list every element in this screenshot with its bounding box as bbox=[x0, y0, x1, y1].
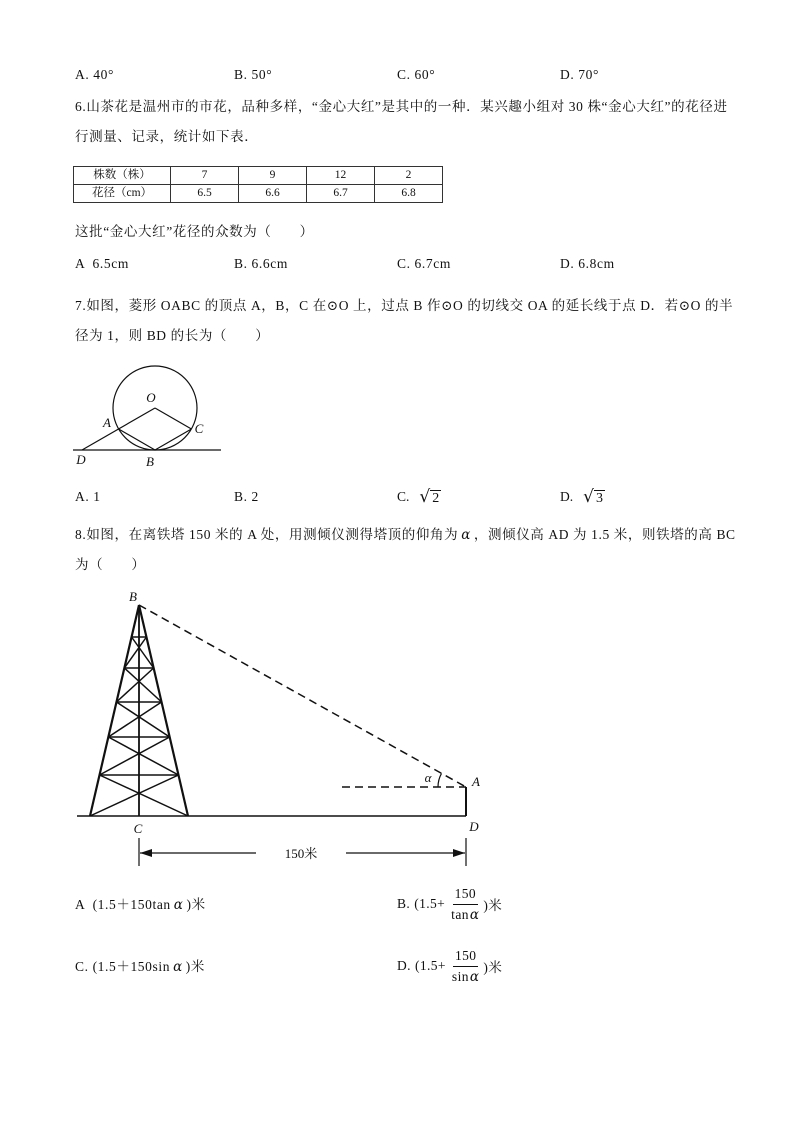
arrowhead-left-icon bbox=[140, 849, 152, 857]
q8-option-a bbox=[75, 896, 206, 914]
label-d: D bbox=[469, 819, 479, 834]
alpha-symbol: α bbox=[469, 968, 480, 985]
option-label: D. bbox=[560, 489, 574, 504]
option-label: C. bbox=[75, 959, 89, 974]
q6-option-a: A 6.5cm bbox=[75, 256, 129, 271]
alpha-symbol: α bbox=[461, 527, 471, 543]
table-cell: 12 bbox=[307, 167, 375, 185]
radicand: 2 bbox=[432, 490, 440, 506]
tower-brace bbox=[108, 737, 178, 775]
option-label: A bbox=[75, 897, 85, 912]
q8-option-b bbox=[397, 881, 502, 927]
q6-stem-line-1: 6.山茶花是温州市的市花，品种多样，“金心大红”是其中的一种．某兴趣小组对 30 株“金心大红”的花径进 bbox=[75, 99, 728, 114]
numerator: 150 bbox=[453, 946, 478, 967]
q6-option-d: D. 6.8cm bbox=[560, 256, 615, 271]
tower-brace bbox=[100, 775, 188, 816]
q8-option-d bbox=[397, 943, 502, 989]
label-c: C bbox=[133, 821, 143, 836]
option-text: )米 bbox=[186, 897, 206, 912]
option-text: (1.5+ bbox=[414, 896, 446, 911]
option-text: (1.5＋150tan bbox=[92, 897, 171, 912]
denominator bbox=[449, 905, 481, 925]
distance-label: 150米 bbox=[284, 846, 318, 861]
q8-option-c bbox=[75, 958, 205, 976]
q6-stem-line-2: 行测量、记录，统计如下表． bbox=[75, 129, 259, 144]
table-row-header: 株数（株） bbox=[74, 167, 171, 185]
q5-option-b: B. 50° bbox=[234, 67, 273, 82]
q6-option-b: B. 6.6cm bbox=[234, 256, 288, 271]
tower-brace bbox=[100, 737, 170, 775]
table-cell: 9 bbox=[239, 167, 307, 185]
q8-stem-line-2: 为（ ） bbox=[75, 557, 146, 572]
q7-option-d bbox=[560, 485, 605, 509]
side-oc bbox=[155, 408, 191, 429]
side-ab bbox=[119, 429, 155, 450]
q8-stem-line-1 bbox=[75, 526, 736, 544]
tower-brace bbox=[116, 668, 153, 702]
q6-data-table bbox=[73, 166, 443, 203]
q8-tower-figure bbox=[60, 585, 500, 875]
arrowhead-right-icon bbox=[453, 849, 465, 857]
fraction bbox=[450, 946, 482, 987]
label-b: B bbox=[129, 589, 137, 604]
tower-brace bbox=[90, 775, 178, 816]
table-row bbox=[74, 167, 443, 185]
stem-text: 8.如图，在离铁塔 150 米的 A 处，用测倾仪测得塔顶的仰角为 bbox=[75, 527, 459, 542]
option-text: )米 bbox=[185, 959, 205, 974]
table-cell: 6.6 bbox=[239, 185, 307, 203]
tower bbox=[90, 605, 188, 816]
alpha-symbol: α bbox=[173, 959, 183, 975]
angle-alpha-label: α bbox=[424, 770, 432, 785]
q5-option-c: C. 60° bbox=[397, 67, 436, 82]
tower-brace bbox=[124, 668, 161, 702]
option-text: )米 bbox=[483, 960, 503, 975]
q7-stem-line-1: 7.如图，菱形 OABC 的顶点 A，B，C 在⊙O 上，过点 B 作⊙O 的切线交 OA 的延长线于点 D．若⊙O 的半 bbox=[75, 298, 734, 313]
radicand: 3 bbox=[595, 490, 603, 506]
table-row bbox=[74, 185, 443, 203]
option-label: B. bbox=[397, 896, 411, 911]
angle-arc bbox=[438, 773, 442, 787]
denominator bbox=[450, 967, 482, 987]
fraction bbox=[449, 884, 481, 925]
label-a: A bbox=[472, 774, 480, 789]
option-label: D. bbox=[397, 958, 411, 973]
label-a: A bbox=[103, 415, 111, 430]
option-text: (1.5＋150sin bbox=[92, 959, 171, 974]
q6-option-c: C. 6.7cm bbox=[397, 256, 451, 271]
label-d: D bbox=[76, 452, 86, 467]
alpha-symbol: α bbox=[469, 906, 480, 923]
stem-text: ，测倾仪高 AD 为 1.5 米，则铁塔的高 BC bbox=[473, 527, 736, 542]
q5-option-d: D. 70° bbox=[560, 67, 599, 82]
table-cell: 6.5 bbox=[171, 185, 239, 203]
option-text: )米 bbox=[483, 898, 503, 913]
radical-sign: √ bbox=[419, 487, 431, 507]
table-row-header: 花径（cm） bbox=[74, 185, 171, 203]
side-bc bbox=[155, 429, 191, 450]
denominator-text: sin bbox=[451, 968, 469, 984]
denominator-text: tan bbox=[451, 906, 469, 922]
label-c: C bbox=[194, 421, 204, 436]
q6-prompt: 这批“金心大红”花径的众数为（ ） bbox=[75, 224, 314, 239]
table-cell: 2 bbox=[375, 167, 443, 185]
q7-stem-line-2: 径为 1，则 BD 的长为（ ） bbox=[75, 328, 270, 343]
q7-option-b: B. 2 bbox=[234, 489, 259, 504]
option-text: (1.5+ bbox=[414, 958, 446, 973]
table-cell: 6.7 bbox=[307, 185, 375, 203]
table-cell: 7 bbox=[171, 167, 239, 185]
option-label: C. bbox=[397, 489, 410, 504]
alpha-symbol: α bbox=[173, 897, 184, 913]
q7-option-c bbox=[397, 485, 441, 509]
q7-circle-rhombus-figure bbox=[60, 355, 240, 475]
label-o: O bbox=[146, 390, 156, 405]
q5-option-a: A. 40° bbox=[75, 67, 114, 82]
label-b: B bbox=[146, 454, 154, 469]
radical-sign: √ bbox=[583, 487, 594, 507]
numerator: 150 bbox=[453, 884, 478, 905]
table-cell: 6.8 bbox=[375, 185, 443, 203]
sight-line-ab bbox=[139, 605, 466, 787]
q7-option-a: A. 1 bbox=[75, 489, 101, 504]
